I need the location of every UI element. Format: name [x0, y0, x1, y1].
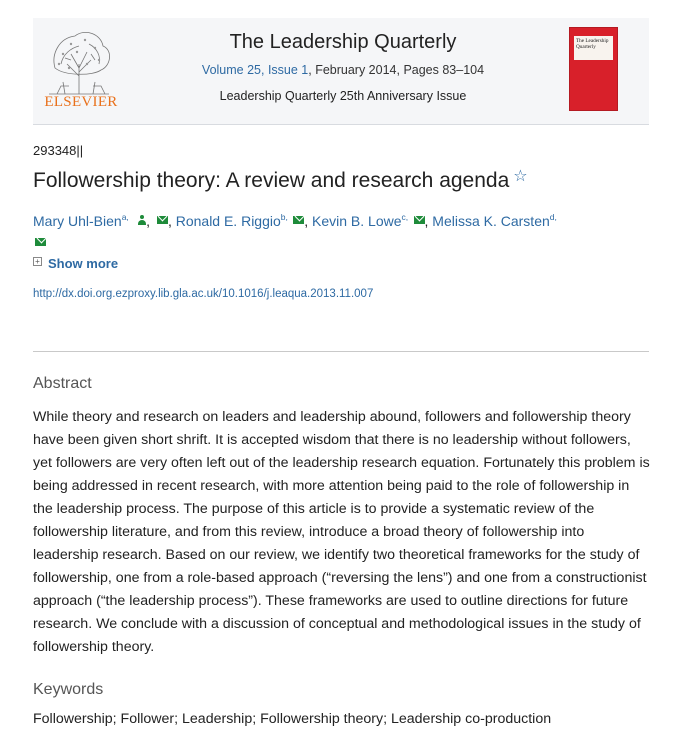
mail-icon[interactable]: [157, 216, 168, 224]
article-title-text: Followership theory: A review and research agenda: [33, 169, 510, 192]
keywords-heading: Keywords: [33, 681, 104, 698]
issue-details: , February 2014, Pages 83–104: [308, 63, 485, 77]
issue-link[interactable]: Volume 25, Issue 1: [201, 63, 309, 77]
mail-icon[interactable]: [35, 238, 46, 246]
article-id: 293348||: [33, 143, 84, 158]
journal-issue: [133, 62, 553, 78]
journal-title[interactable]: The Leadership Quarterly: [229, 31, 457, 53]
plus-icon: +: [33, 257, 42, 266]
publisher-name: ELSEVIER: [44, 94, 118, 110]
author-link[interactable]: Ronald E. Riggio: [175, 213, 281, 229]
article-title: [33, 166, 528, 193]
author-link[interactable]: Melissa K. Carsten: [432, 213, 550, 229]
mail-icon[interactable]: [414, 216, 425, 224]
show-more-button[interactable]: [33, 256, 118, 271]
journal-cover-thumbnail[interactable]: [570, 28, 617, 110]
author-affiliation[interactable]: c,: [401, 212, 411, 222]
author-link[interactable]: Mary Uhl-Bien: [33, 213, 122, 229]
star-icon[interactable]: ☆: [513, 168, 528, 185]
special-issue-label: Leadership Quarterly 25th Anniversary Issue: [219, 89, 467, 103]
author-list: Mary Uhl-Bien$^{a,}$ , , Ronald E. Riggio$^{b,}$ , Kevin B. Lowe$^{c,}$ , Melissa K. Carsten$^{d,}$: [33, 206, 643, 254]
abstract-heading: Abstract: [33, 375, 92, 392]
author-link[interactable]: Kevin B. Lowe: [312, 213, 402, 229]
keywords-list: Followership; Follower; Leadership; Followership theory; Leadership co-production: [33, 711, 552, 727]
person-icon[interactable]: [137, 215, 146, 225]
journal-info: [133, 18, 553, 104]
show-more-label: Show more: [48, 256, 119, 271]
abstract-text: While theory and research on leaders and leadership abound, followers and followership theory have been given short shrift. It is accepted wisdom that there is no leadership without followers, yet followers are very often left out of the leadership research equation. Fortunately this problem is being addressed in recent research, with more attention being paid to the role of followership in the leadership process. The purpose of this article is to provide a systematic review of the followership literature, and from this review, introduce a broad theory of followership into leadership research. Based on our review, we identify two theoretical frameworks for the study of followership, one from a role-based approach (“reversing the lens”) and one from a constructionist approach (“the leadership process”). These frameworks are used to outline directions for future research. We conclude with a discussion of conceptual and methodological issues in the study of followership theory.: [33, 409, 650, 655]
mail-icon[interactable]: [293, 216, 304, 224]
cover-title: The Leadership Quarterly: [574, 36, 613, 60]
divider: [33, 351, 649, 352]
author-affiliation[interactable]: b,: [280, 212, 291, 222]
journal-header: [33, 18, 649, 125]
doi-link[interactable]: http://dx.doi.org.ezproxy.lib.gla.ac.uk/10.1016/j.leaqua.2013.11.007: [33, 288, 374, 300]
author-affiliation[interactable]: d,: [549, 212, 557, 222]
author-affiliation[interactable]: a,: [121, 212, 132, 222]
